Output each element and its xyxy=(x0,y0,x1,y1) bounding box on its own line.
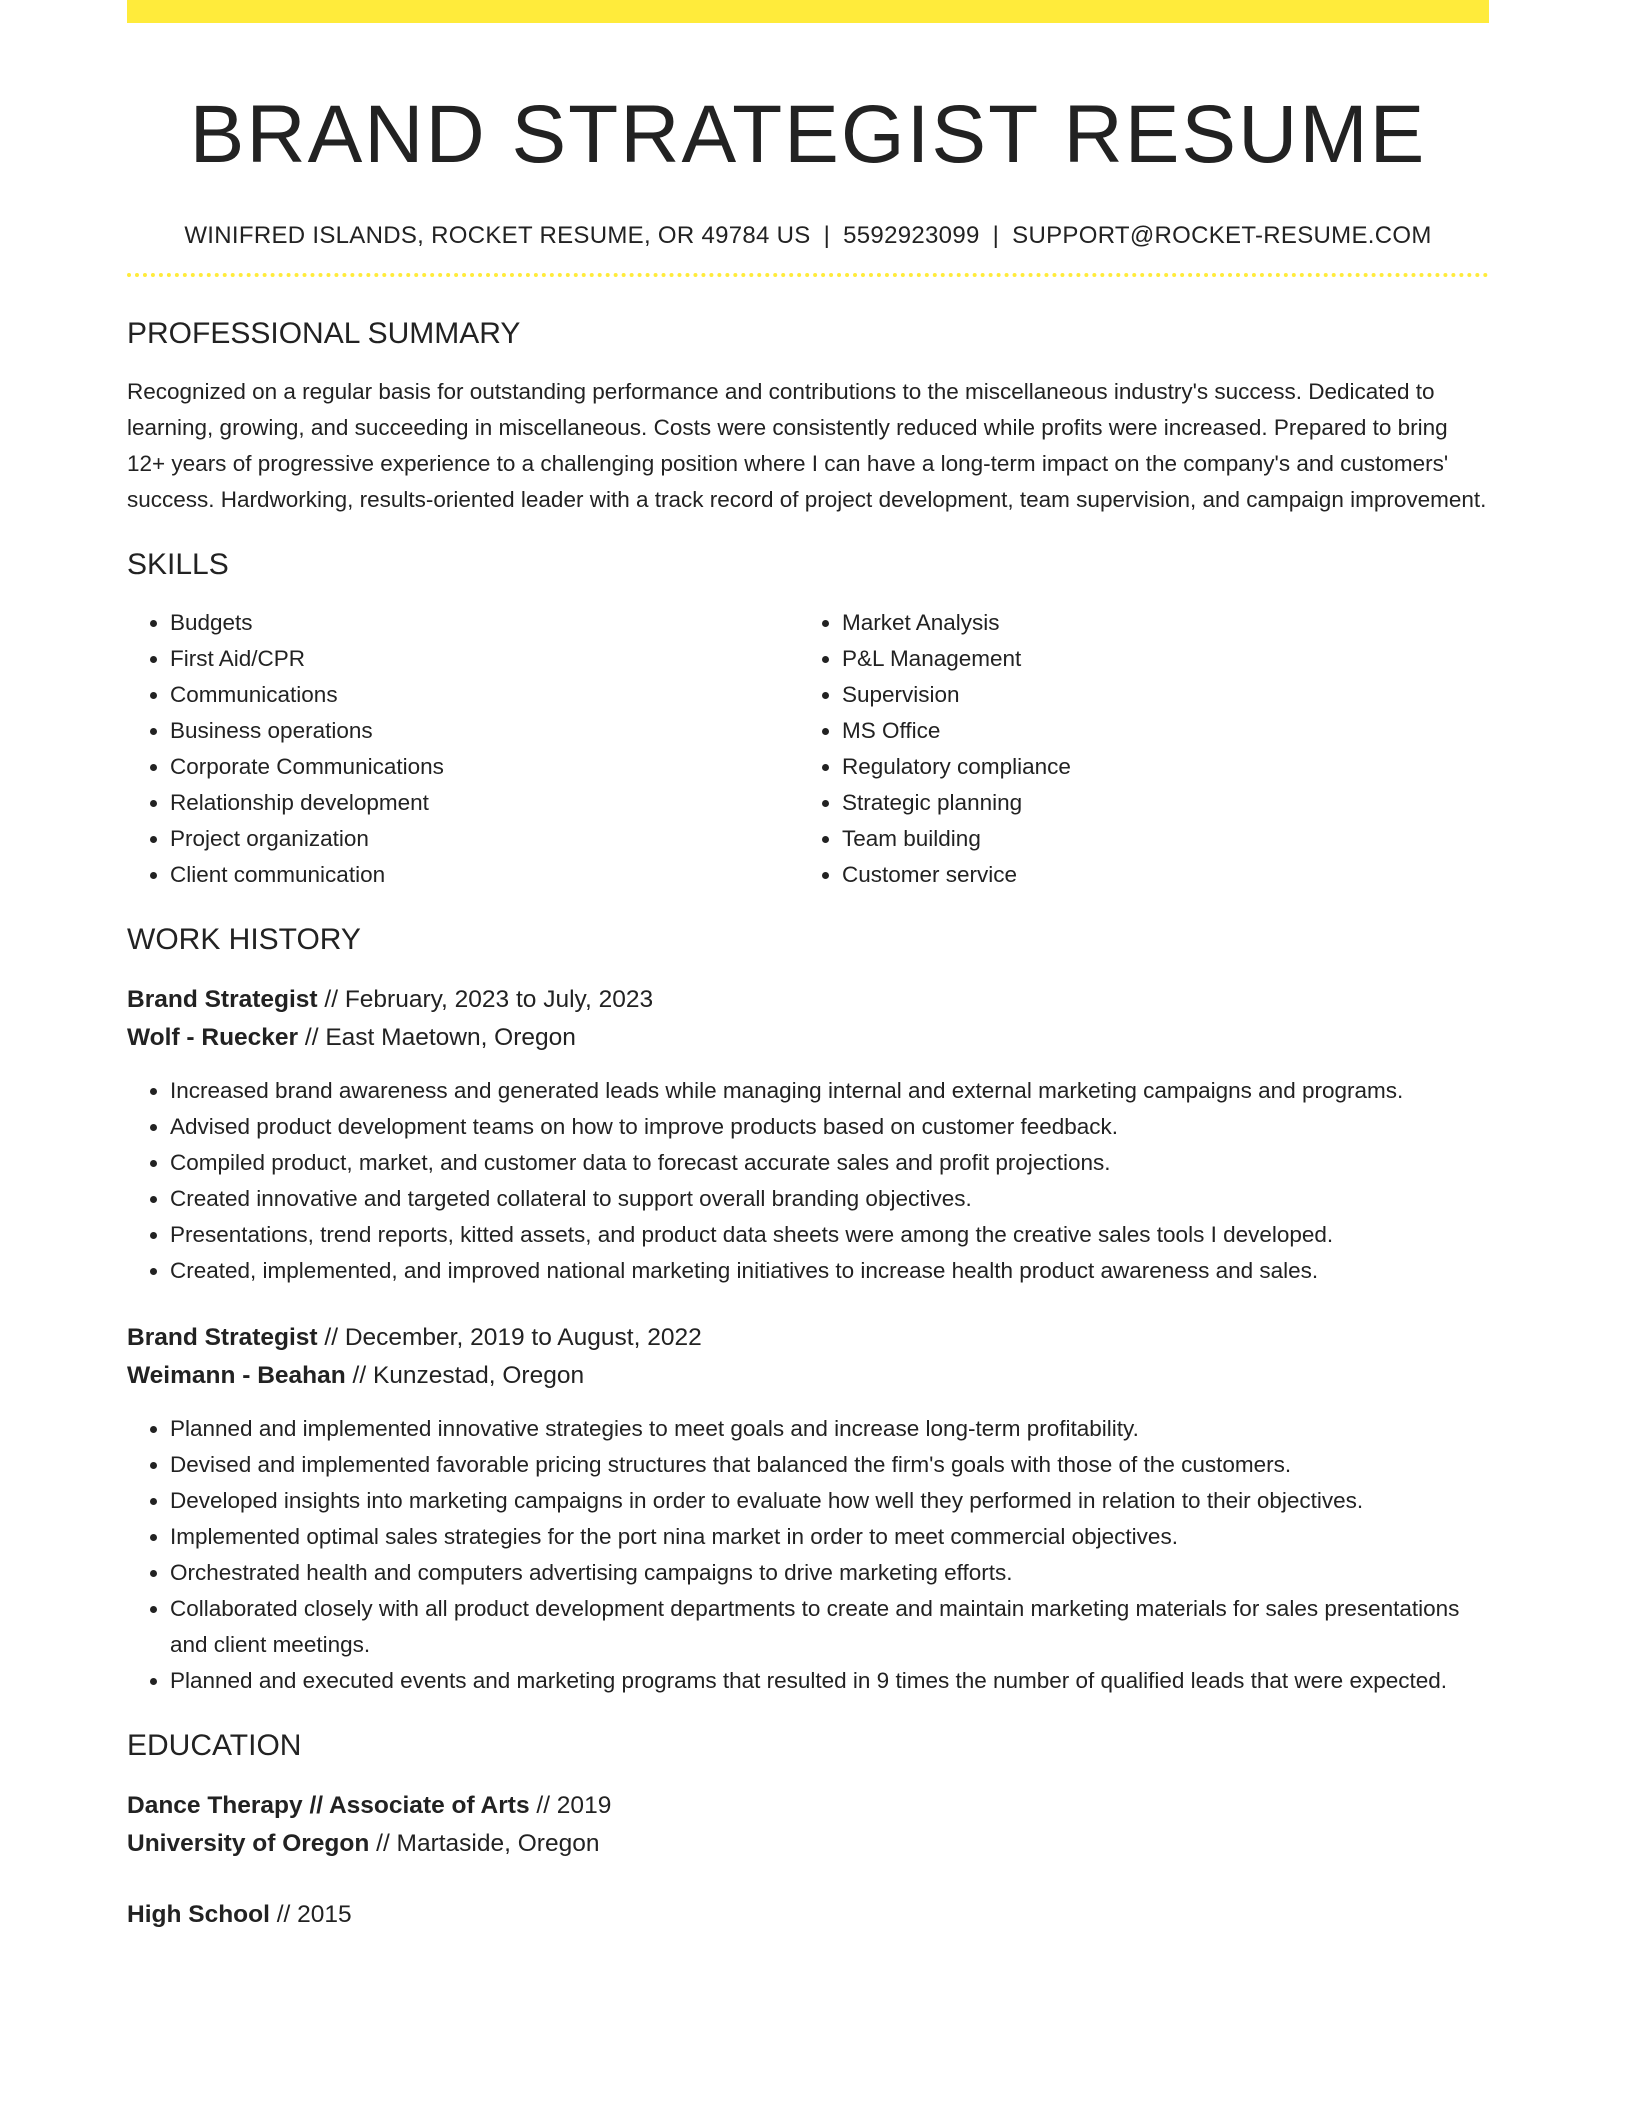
dotted-divider xyxy=(127,273,1489,277)
contact-line xyxy=(127,219,1489,253)
skill-item: • Business operations xyxy=(170,713,799,749)
skill-item: • Corporate Communications xyxy=(170,749,799,785)
skill-item: • Project organization xyxy=(170,821,799,857)
job-bullets xyxy=(127,1411,1489,1699)
resume-page xyxy=(127,0,1489,1934)
job-dates: // December, 2019 to August, 2022 xyxy=(324,1324,702,1351)
contact-email: SUPPORT@ROCKET-RESUME.COM xyxy=(1012,222,1432,249)
work-history-heading: WORK HISTORY xyxy=(127,923,361,956)
job-bullet: • Planned and implemented innovative strategies to meet goals and increase long-term profitability. xyxy=(170,1411,1489,1447)
contact-phone: 5592923099 xyxy=(843,222,980,249)
job-dates: // February, 2023 to July, 2023 xyxy=(324,986,654,1013)
skill-item: • Market Analysis xyxy=(842,605,1471,641)
job-bullet: • Created innovative and targeted collateral to support overall branding objectives. xyxy=(170,1181,1489,1217)
skill-item: • P&L Management xyxy=(842,641,1471,677)
summary-text: Recognized on a regular basis for outstanding performance and contributions to the miscellaneous industry's success. Dedicated to learning, growing, and succeeding in miscellaneous. Costs were consistently reduced while profits were increased. Prepared to bring 12+ years of progressive experience to a challenging position where I can have a long-term impact on the company's and customers' success. Hardworking, results-oriented leader with a track record of project development, team supervision, and campaign improvement. xyxy=(127,379,1487,512)
job-role: Brand Strategist xyxy=(127,1324,318,1351)
job-entry xyxy=(127,1319,1489,1699)
job-location: // Kunzestad, Oregon xyxy=(352,1362,585,1389)
contact-address: WINIFRED ISLANDS, ROCKET RESUME, OR 49784 US xyxy=(184,222,811,249)
skills-heading: SKILLS xyxy=(127,548,229,581)
skill-item: • Strategic planning xyxy=(842,785,1471,821)
job-entry xyxy=(127,981,1489,1289)
job-bullet: • Developed insights into marketing campaigns in order to evaluate how well they performed in relation to their objectives. xyxy=(170,1483,1489,1519)
job-company: Wolf - Ruecker xyxy=(127,1024,299,1051)
education-degree: Dance Therapy // Associate of Arts xyxy=(127,1792,530,1819)
job-bullet: • Devised and implemented favorable pricing structures that balanced the firm's goals with those of the customers. xyxy=(170,1447,1489,1483)
skill-item: • Regulatory compliance xyxy=(842,749,1471,785)
skill-item: • Communications xyxy=(170,677,799,713)
job-company-line xyxy=(127,1357,1489,1395)
education-degree-line xyxy=(127,1787,1489,1825)
contact-separator: | xyxy=(823,222,831,249)
skill-item: • First Aid/CPR xyxy=(170,641,799,677)
skill-item: • Customer service xyxy=(842,857,1471,893)
skill-item: • Team building xyxy=(842,821,1471,857)
job-company: Weimann - Beahan xyxy=(127,1362,346,1389)
job-title-line xyxy=(127,1319,1489,1357)
job-bullets xyxy=(127,1073,1489,1289)
resume-title: BRAND STRATEGIST RESUME xyxy=(189,89,1427,180)
job-role: Brand Strategist xyxy=(127,986,318,1013)
education-year: // 2015 xyxy=(276,1901,352,1928)
education-degree-line xyxy=(127,1896,1489,1934)
skill-item: • Relationship development xyxy=(170,785,799,821)
education-location: // Martaside, Oregon xyxy=(376,1830,600,1857)
education-school-line xyxy=(127,1825,1489,1863)
job-bullet: • Increased brand awareness and generated leads while managing internal and external marketing campaigns and programs. xyxy=(170,1073,1489,1109)
education-entry xyxy=(127,1896,1489,1934)
job-title-line xyxy=(127,981,1489,1019)
job-bullet: • Orchestrated health and computers advertising campaigns to drive marketing efforts. xyxy=(170,1555,1489,1591)
education-degree: High School xyxy=(127,1901,270,1928)
job-company-line xyxy=(127,1019,1489,1057)
job-bullet: • Implemented optimal sales strategies for the port nina market in order to meet commercial objectives. xyxy=(170,1519,1489,1555)
education-heading: EDUCATION xyxy=(127,1729,302,1762)
job-location: // East Maetown, Oregon xyxy=(304,1024,576,1051)
skill-item: • Client communication xyxy=(170,857,799,893)
education-school: University of Oregon xyxy=(127,1830,370,1857)
education-entry xyxy=(127,1787,1489,1863)
skill-item: • Supervision xyxy=(842,677,1471,713)
contact-separator: | xyxy=(992,222,1000,249)
accent-bar xyxy=(127,0,1489,23)
job-bullet: • Compiled product, market, and customer data to forecast accurate sales and profit projections. xyxy=(170,1145,1489,1181)
education-year: // 2019 xyxy=(536,1792,612,1819)
job-bullet: • Advised product development teams on how to improve products based on customer feedback. xyxy=(170,1109,1489,1145)
job-bullet: • Created, implemented, and improved national marketing initiatives to increase health product awareness and sales. xyxy=(170,1253,1489,1289)
skill-item: • Budgets xyxy=(170,605,799,641)
skills-column-left xyxy=(127,605,799,893)
summary-heading: PROFESSIONAL SUMMARY xyxy=(127,317,521,350)
skills-list xyxy=(127,605,1489,893)
skills-column-right xyxy=(799,605,1471,893)
job-bullet: • Planned and executed events and marketing programs that resulted in 9 times the number of qualified leads that were expected. xyxy=(170,1663,1489,1699)
job-bullet: • Presentations, trend reports, kitted assets, and product data sheets were among the creative sales tools I developed. xyxy=(170,1217,1489,1253)
skill-item: • MS Office xyxy=(842,713,1471,749)
job-bullet: • Collaborated closely with all product development departments to create and maintain marketing materials for sales presentations and client meetings. xyxy=(170,1591,1489,1663)
